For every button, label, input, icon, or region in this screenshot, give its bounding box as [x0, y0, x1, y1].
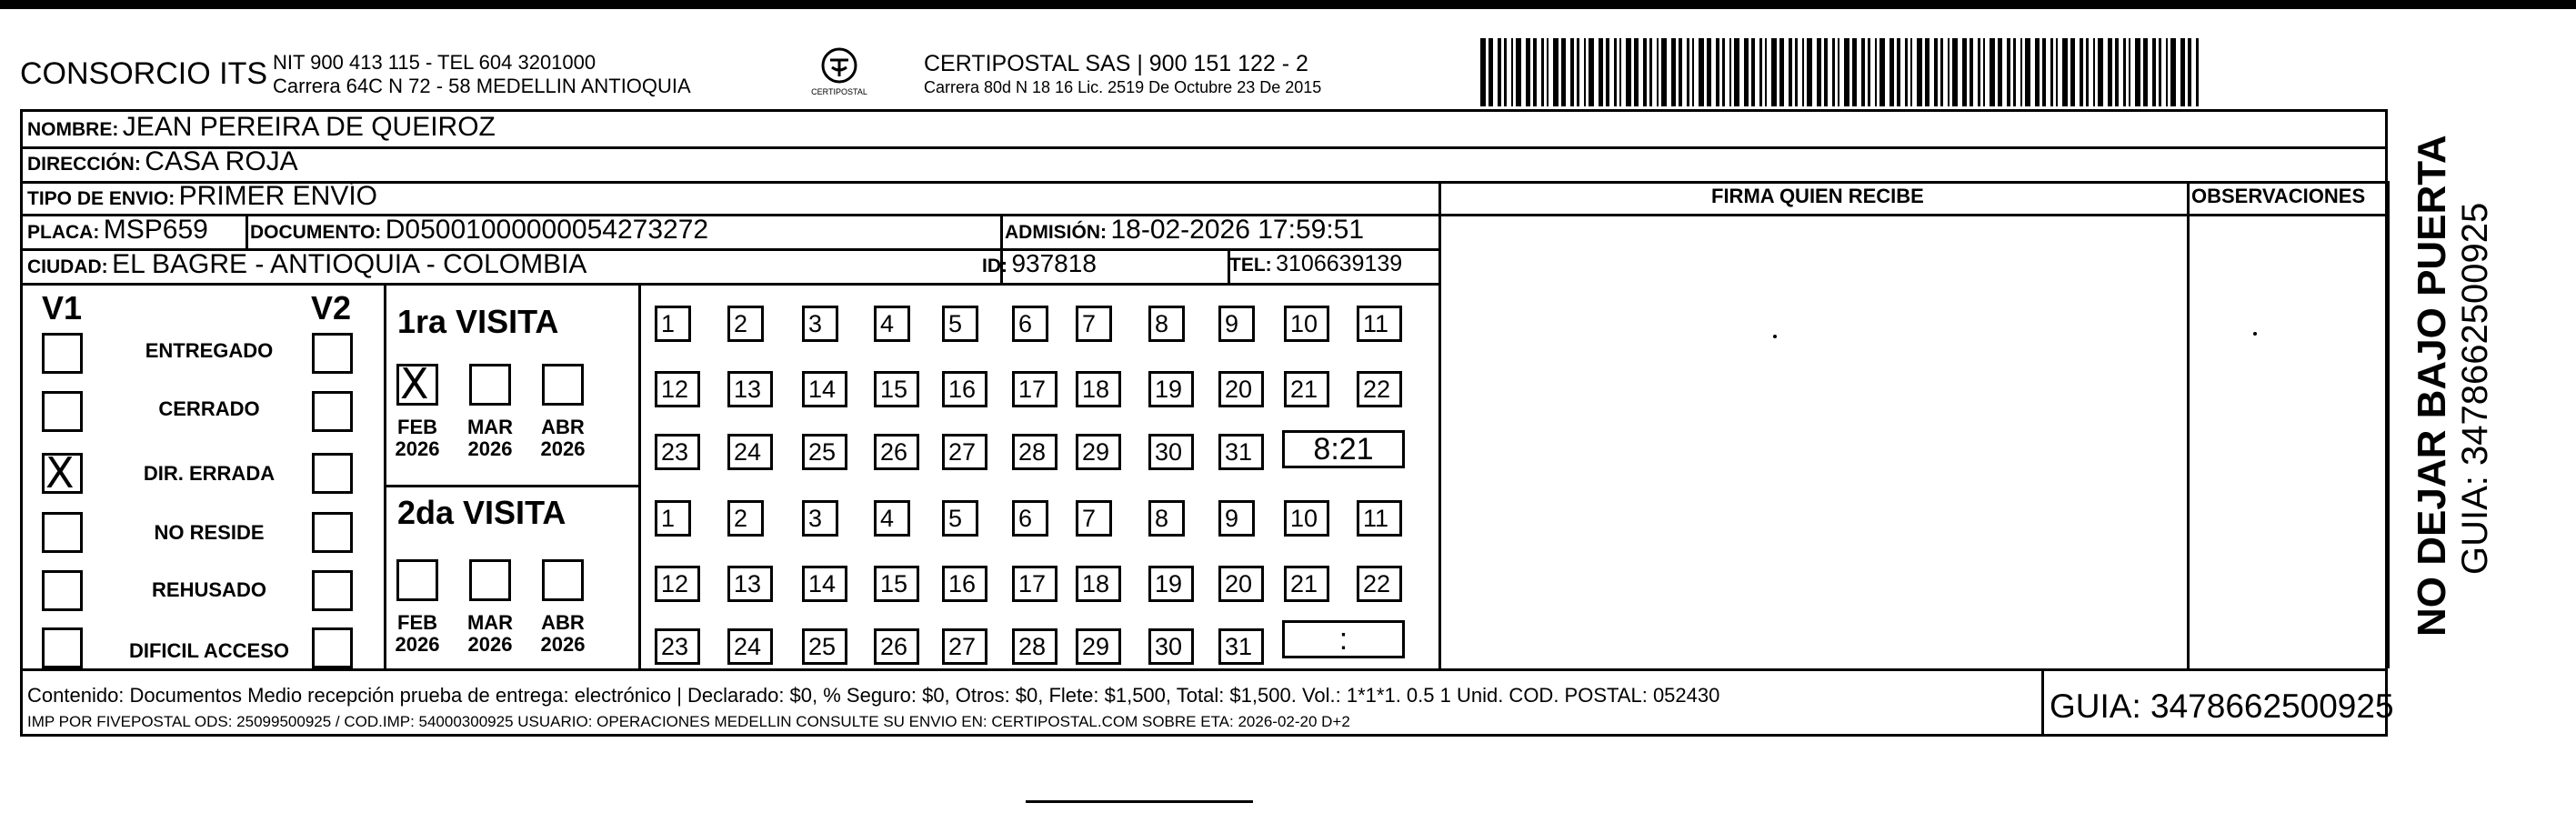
visit2-day-20[interactable]: 20	[1218, 566, 1264, 602]
visit1-day-17[interactable]: 17	[1012, 371, 1057, 407]
company-nit: NIT 900 413 115 - TEL 604 3201000	[273, 51, 596, 74]
visit1-day-2[interactable]: 2	[727, 306, 764, 342]
visit2-title: 2da VISITA	[397, 494, 566, 531]
visit1-title: 1ra VISITA	[397, 303, 559, 340]
speck	[1773, 335, 1777, 338]
direccion-field: DIRECCIÓN: CASA ROJA	[27, 146, 298, 176]
v1-label: V1	[42, 289, 83, 326]
speck	[2253, 332, 2257, 336]
visit2-day-22[interactable]: 22	[1357, 566, 1402, 602]
top-border	[0, 0, 2576, 9]
visit2-day-1[interactable]: 1	[655, 500, 691, 537]
v2-checkbox-dificil-acceso[interactable]	[312, 627, 353, 668]
visit2-day-3[interactable]: 3	[802, 500, 838, 537]
status-cerrado: CERRADO	[158, 397, 260, 420]
v1-dir-errada-mark: X	[45, 448, 75, 497]
v2-label: V2	[311, 289, 352, 326]
visit2-day-19[interactable]: 19	[1148, 566, 1194, 602]
carrier-line: CERTIPOSTAL SAS | 900 151 122 - 2	[924, 51, 1308, 76]
visit2-day-30[interactable]: 30	[1148, 628, 1194, 665]
visit2-day-13[interactable]: 13	[727, 566, 773, 602]
visit2-month-feb[interactable]	[396, 559, 438, 601]
visit1-day-26[interactable]: 26	[874, 434, 919, 470]
visit1-day-8[interactable]: 8	[1148, 306, 1185, 342]
tipo-envio-value: PRIMER ENVÍO	[178, 181, 378, 211]
visit2-day-11[interactable]: 11	[1357, 500, 1402, 537]
v2-checkbox-cerrado[interactable]	[312, 391, 353, 432]
visit1-day-5[interactable]: 5	[942, 306, 978, 342]
visit2-day-24[interactable]: 24	[727, 628, 773, 665]
visit2-day-14[interactable]: 14	[802, 566, 847, 602]
footer-content-line: Contenido: Documentos Medio recepción prueba de entrega: electrónico | Declarado: $0, % Seguro: $0, Otros: $0, Flete: $1,500, Total: $1,500. Vol.: 1*1*1. 0.5 1 Unid. COD. POSTAL: 052430	[27, 684, 1720, 707]
visit2-day-21[interactable]: 21	[1284, 566, 1329, 602]
visit2-day-15[interactable]: 15	[874, 566, 919, 602]
visit1-day-25[interactable]: 25	[802, 434, 847, 470]
status-dir-errada: DIR. ERRADA	[143, 462, 276, 485]
visit2-mar-label: MAR 2026	[466, 611, 514, 656]
documento-field: DOCUMENTO: D05001000000054273272	[250, 215, 709, 245]
firma-header: FIRMA QUIEN RECIBE	[1711, 185, 1924, 207]
visit1-day-31[interactable]: 31	[1218, 434, 1264, 470]
visit2-day-5[interactable]: 5	[942, 500, 978, 537]
tel-field: TEL: 3106639139	[1229, 251, 1403, 276]
visit2-time: :	[1282, 620, 1405, 658]
visit2-day-10[interactable]: 10	[1284, 500, 1329, 537]
visit2-day-25[interactable]: 25	[802, 628, 847, 665]
visit1-day-19[interactable]: 19	[1148, 371, 1194, 407]
bottom-edge-line	[1026, 800, 1253, 803]
visit2-day-12[interactable]: 12	[655, 566, 700, 602]
visit2-day-23[interactable]: 23	[655, 628, 700, 665]
visit2-day-6[interactable]: 6	[1012, 500, 1048, 537]
visit1-day-15[interactable]: 15	[874, 371, 919, 407]
side-guia: GUIA: 3478662500925	[2455, 202, 2495, 575]
visit1-day-29[interactable]: 29	[1076, 434, 1121, 470]
visit1-abr-label: ABR 2026	[540, 416, 586, 460]
visit1-time: 8:21	[1282, 430, 1405, 468]
v2-checkbox-rehusado[interactable]	[312, 570, 353, 611]
visit2-day-8[interactable]: 8	[1148, 500, 1185, 537]
direccion-value: CASA ROJA	[145, 146, 298, 176]
observaciones-header: OBSERVACIONES	[2191, 185, 2366, 207]
visit1-month-abr[interactable]	[542, 364, 584, 406]
visit2-day-9[interactable]: 9	[1218, 500, 1255, 537]
v1-checkbox-no-reside[interactable]	[42, 512, 83, 553]
v2-checkbox-entregado[interactable]	[312, 333, 353, 374]
carrier-address: Carrera 80d N 18 16 Lic. 2519 De Octubre 23 De 2015	[924, 78, 1322, 96]
visit1-day-12[interactable]: 12	[655, 371, 700, 407]
visit1-day-10[interactable]: 10	[1284, 306, 1329, 342]
visit1-feb-label: FEB 2026	[395, 416, 440, 460]
visit1-day-7[interactable]: 7	[1076, 306, 1112, 342]
ciudad-field: CIUDAD: EL BAGRE - ANTIOQUIA - COLOMBIA	[27, 249, 587, 279]
tel-value: 3106639139	[1276, 251, 1403, 276]
visit2-day-26[interactable]: 26	[874, 628, 919, 665]
visit2-day-2[interactable]: 2	[727, 500, 764, 537]
documento-value: D05001000000054273272	[385, 215, 709, 245]
logo-caption: CERTIPOSTAL	[811, 87, 867, 96]
visit2-day-28[interactable]: 28	[1012, 628, 1057, 665]
id-field: ID: 937818	[982, 249, 1097, 277]
side-warning: NO DEJAR BAJO PUERTA	[2410, 135, 2454, 637]
visit2-day-7[interactable]: 7	[1076, 500, 1112, 537]
v1-checkbox-entregado[interactable]	[42, 333, 83, 374]
visit1-day-28[interactable]: 28	[1012, 434, 1057, 470]
admision-field: ADMISIÓN: 18-02-2026 17:59:51	[1005, 215, 1365, 245]
status-entregado: ENTREGADO	[145, 339, 274, 362]
placa-value: MSP659	[103, 215, 208, 245]
status-rehusado: REHUSADO	[152, 578, 266, 601]
visit1-month-feb[interactable]	[396, 359, 438, 408]
v1-checkbox-rehusado[interactable]	[42, 570, 83, 611]
visit2-day-4[interactable]: 4	[874, 500, 910, 537]
status-dificil-acceso: DIFICIL ACCESO	[128, 639, 289, 662]
footer-imp-line: IMP POR FIVEPOSTAL ODS: 25099500925 / COD.IMP: 54000300925 USUARIO: OPERACIONES MEDELLIN CONSULTE SU ENVIO EN: CERTIPOSTAL.COM SOBRE ETA: 2026-02-20 D+2	[27, 713, 1350, 730]
nombre-value: JEAN PEREIRA DE QUEIROZ	[122, 112, 496, 142]
footer-guia: GUIA: 3478662500925	[2050, 688, 2394, 725]
visit1-day-11[interactable]: 11	[1357, 306, 1402, 342]
v1-checkbox-dir-errada[interactable]	[42, 448, 83, 497]
ciudad-value: EL BAGRE - ANTIOQUIA - COLOMBIA	[112, 249, 587, 279]
visit2-day-29[interactable]: 29	[1076, 628, 1121, 665]
barcode	[1480, 38, 2208, 106]
visit1-day-18[interactable]: 18	[1076, 371, 1121, 407]
company-address: Carrera 64C N 72 - 58 MEDELLIN ANTIOQUIA	[273, 75, 691, 97]
visit1-month-mar[interactable]	[469, 364, 511, 406]
v2-checkbox-dir-errada[interactable]	[312, 453, 353, 494]
nombre-field: NOMBRE: JEAN PEREIRA DE QUEIROZ	[27, 112, 496, 142]
visit1-day-6[interactable]: 6	[1012, 306, 1048, 342]
visit1-day-3[interactable]: 3	[802, 306, 838, 342]
v1-checkbox-cerrado[interactable]	[42, 391, 83, 432]
visit1-day-13[interactable]: 13	[727, 371, 773, 407]
visit1-day-14[interactable]: 14	[802, 371, 847, 407]
visit2-day-27[interactable]: 27	[942, 628, 987, 665]
visit2-abr-label: ABR 2026	[540, 611, 586, 656]
visit1-day-16[interactable]: 16	[942, 371, 987, 407]
visit2-month-abr[interactable]	[542, 559, 584, 601]
visit1-day-20[interactable]: 20	[1218, 371, 1264, 407]
visit1-day-24[interactable]: 24	[727, 434, 773, 470]
v1-checkbox-dificil-acceso[interactable]	[42, 627, 83, 668]
company-name: CONSORCIO ITS	[20, 56, 268, 91]
visit1-day-22[interactable]: 22	[1357, 371, 1402, 407]
visit1-day-9[interactable]: 9	[1218, 306, 1255, 342]
admision-value: 18-02-2026 17:59:51	[1110, 215, 1365, 245]
placa-field: PLACA: MSP659	[27, 215, 208, 245]
visit1-day-21[interactable]: 21	[1284, 371, 1329, 407]
visit2-day-18[interactable]: 18	[1076, 566, 1121, 602]
visit1-day-30[interactable]: 30	[1148, 434, 1194, 470]
visit1-feb-mark: X	[400, 359, 429, 408]
visit1-mar-label: MAR 2026	[466, 416, 514, 460]
visit1-day-4[interactable]: 4	[874, 306, 910, 342]
visit1-day-1[interactable]: 1	[655, 306, 691, 342]
visit2-day-16[interactable]: 16	[942, 566, 987, 602]
visit1-day-27[interactable]: 27	[942, 434, 987, 470]
visit2-day-31[interactable]: 31	[1218, 628, 1264, 665]
v2-checkbox-no-reside[interactable]	[312, 512, 353, 553]
visit2-month-mar[interactable]	[469, 559, 511, 601]
tipo-envio-field: TIPO DE ENVIO: PRIMER ENVÍO	[27, 181, 378, 211]
visit1-day-23[interactable]: 23	[655, 434, 700, 470]
visit2-day-17[interactable]: 17	[1012, 566, 1057, 602]
id-value: 937818	[1011, 249, 1097, 277]
certipostal-logo-icon	[812, 44, 867, 107]
status-no-reside: NO RESIDE	[154, 521, 265, 544]
visit2-feb-label: FEB 2026	[395, 611, 440, 656]
